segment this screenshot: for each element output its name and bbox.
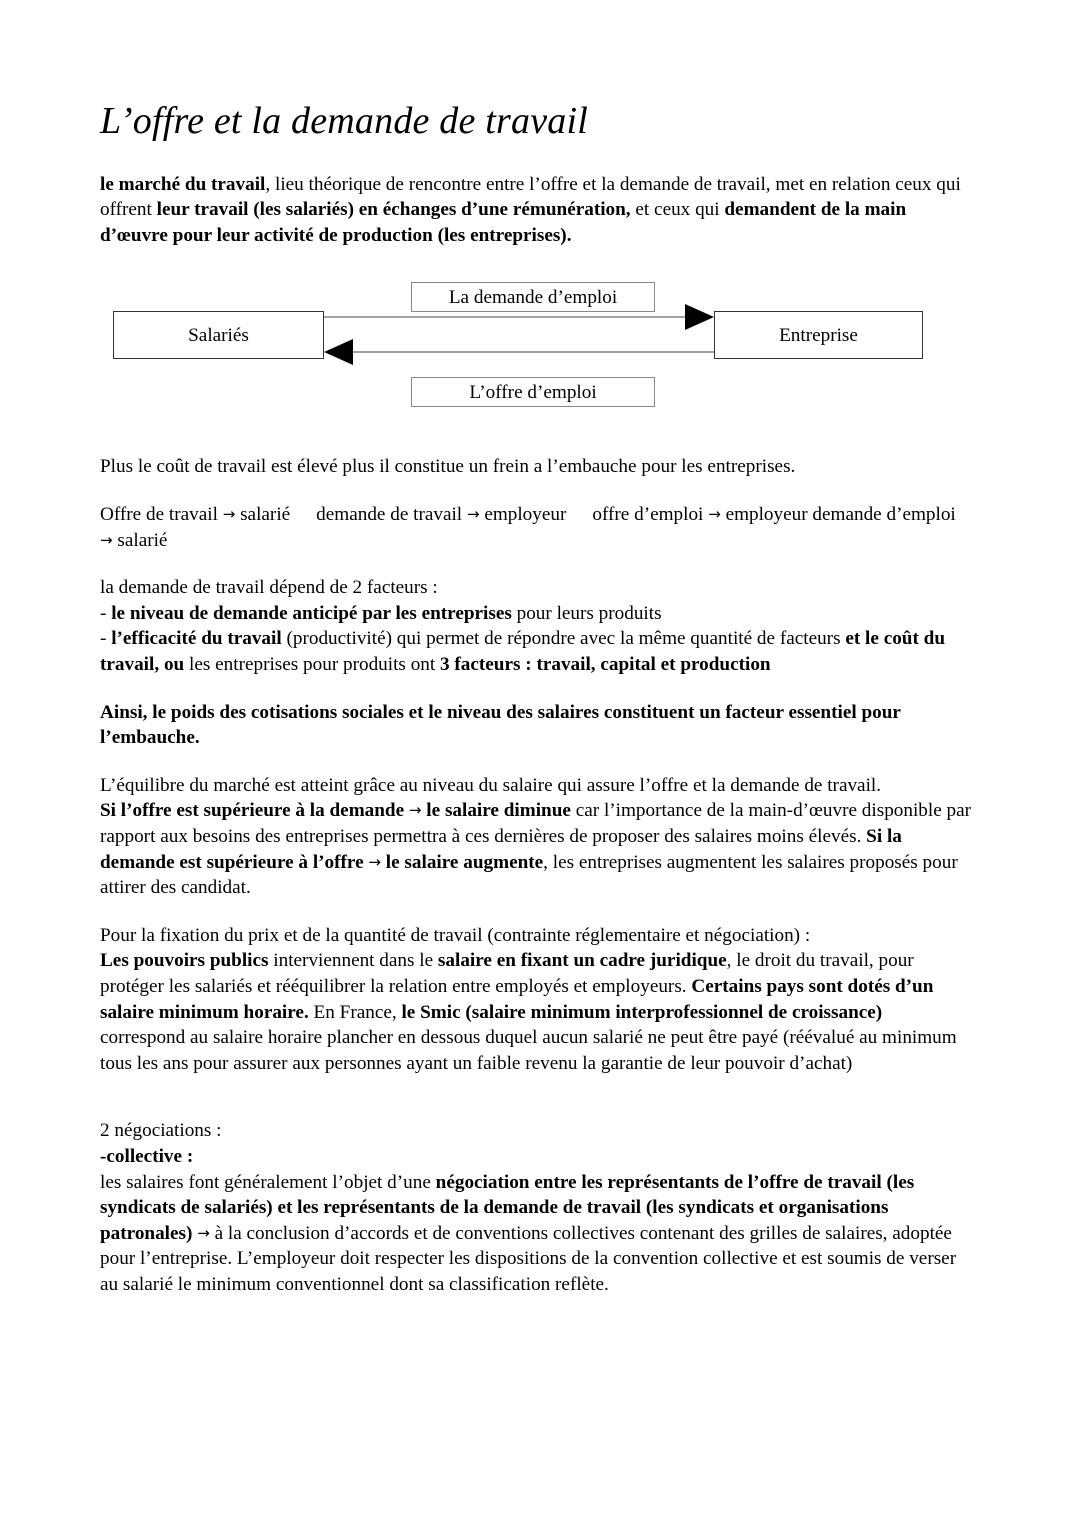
factors-bold-2: l’efficacité du travail — [111, 628, 282, 650]
page-title: L’offre et la demande de travail — [100, 100, 588, 142]
negociations-text-2: à la conclusion d’accords et de conventions collectives contenant des grilles de salaires, adoptée pour l’entreprise. L’employeur doit respecter les dispositions de la convention collective et est soumis de verser au salarié le minimum conventionnel dont sa classification reflète. — [100, 1222, 957, 1295]
equilibre-paragraph-1: L’équilibre du marché est atteint grâce au niveau du salaire qui assure l’offre et la demande de travail. — [100, 774, 882, 796]
equilibre-text-1: car l’importance de la main-d’œuvre disponible par rapport aux besoins des entreprises permettra à ces dernières de proposer des salaires moins élevés. — [100, 800, 972, 847]
mapping-term-4: demande d’emploi — [812, 504, 956, 526]
fixation-bold-3: Certains pays sont dotés d’un salaire minimum horaire. — [100, 975, 934, 1023]
factors-dash-1: - — [100, 602, 112, 624]
fixation-text-4: correspond au salaire horaire plancher en dessous duquel aucun salarié ne peut être payé (réévalué au minimum tous les ans pour assurer aux personnes ayant un faible revenu la garantie de leur pouvoir d’achat) — [100, 1027, 957, 1074]
mapping-term-3: offre d’emploi — [592, 504, 704, 526]
factors-rest-1: pour leurs produits — [511, 602, 662, 624]
negociations-subhead-bold: -collective : — [100, 1145, 194, 1167]
negociations-paragraph — [100, 1170, 972, 1298]
factors-lead: la demande de travail dépend de 2 facteurs : — [100, 577, 438, 599]
fixation-text-1: interviennent dans le — [268, 950, 438, 972]
fixation-lead: Pour la fixation du prix et de la quantité de travail (contrainte réglementaire et négociation) : — [100, 924, 811, 946]
negociations-lead: 2 négociations : — [100, 1120, 222, 1142]
arrow-right-icon: → — [368, 852, 381, 871]
diagram-label-demande-emploi-text: La demande d’emploi — [448, 286, 618, 308]
diagram-label-demande-emploi — [411, 282, 655, 312]
mapping-value-1: salarié — [240, 504, 291, 526]
mapping-value-3: employeur — [725, 504, 808, 526]
negociations-text-1: les salaires font généralement l’objet d’une — [100, 1171, 436, 1193]
factors-bold-2c: 3 facteurs : travail, capital et production — [440, 654, 771, 676]
labor-market-diagram — [113, 282, 993, 412]
intro-bold-2: leur travail (les salariés) en échanges d’une rémunération, — [156, 199, 631, 221]
fixation-bold-1: Les pouvoirs publics — [100, 950, 269, 972]
equilibre-bold-4: le salaire augmente — [385, 851, 544, 873]
fixation-bold-2: salaire en fixant un cadre juridique — [437, 950, 727, 972]
arrow-right-icon: → — [222, 505, 236, 524]
equilibre-bold-2: le salaire diminue — [426, 800, 571, 822]
factors-bold-2b: et le coût du travail, ou — [100, 628, 946, 676]
mapping-value-2: employeur — [484, 504, 567, 526]
fixation-text-2: , le droit du travail, pour protéger les salariés et rééquilibrer la relation entre employés et employeurs. — [100, 950, 914, 997]
equilibre-paragraph-2 — [100, 798, 972, 900]
equilibre-bold-3: Si la demande est supérieure à l’offre — [100, 826, 902, 873]
cost-paragraph: Plus le coût de travail est élevé plus il constitue un frein a l’embauche pour les entreprises. — [100, 456, 796, 478]
arrow-right-icon: → — [100, 530, 113, 549]
intro-paragraph — [100, 172, 972, 249]
fixation-bold-4: le Smic (salaire minimum interprofessionnel de croissance) — [401, 1001, 883, 1023]
intro-text-2: et ceux qui — [630, 199, 725, 221]
ainsi-paragraph — [100, 700, 972, 751]
factors-item-2 — [100, 626, 972, 677]
intro-bold-3: demandent de la main d’œuvre pour leur activité de production (les entreprises). — [100, 199, 907, 246]
arrow-right-icon: → — [466, 505, 480, 524]
arrow-right-icon: → — [408, 801, 422, 820]
diagram-label-offre-emploi — [411, 377, 655, 407]
mapping-term-1: Offre de travail — [100, 504, 218, 526]
mapping-value-4: salarié — [117, 529, 168, 551]
equilibre-bold-1: Si l’offre est supérieure à la demande — [100, 800, 405, 822]
arrow-right-icon: → — [708, 505, 721, 524]
intro-text-1: , lieu théorique de rencontre entre l’offre et la demande de travail, met en relation ceux qui offrent — [100, 173, 961, 221]
factors-bold-1: le niveau de demande anticipé par les entreprises — [111, 602, 512, 624]
factors-mid-2: (productivité) qui permet de répondre avec la même quantité de facteurs — [281, 628, 846, 650]
fixation-text-3: En France, — [308, 1001, 402, 1023]
mapping-paragraph — [100, 502, 972, 553]
equilibre-text-2: , les entreprises augmentent les salaires proposés pour attirer des candidat. — [100, 851, 958, 899]
arrow-right-icon: → — [197, 1223, 210, 1242]
factors-dash-2: - — [100, 628, 112, 650]
ainsi-bold-text: Ainsi, le poids des cotisations sociales et le niveau des salaires constituent un facteur essentiel pour l’embauche. — [100, 701, 901, 749]
fixation-paragraph — [100, 948, 972, 1076]
diagram-node-entreprise-label: Entreprise — [779, 324, 858, 346]
diagram-node-salaries-label: Salariés — [188, 324, 249, 346]
negociations-subhead — [100, 1144, 972, 1170]
diagram-label-offre-emploi-text: L’offre d’emploi — [469, 381, 597, 403]
factors-mid-2b: les entreprises pour produits ont — [184, 654, 441, 676]
intro-bold-1: le marché du travail — [100, 173, 266, 195]
mapping-term-2: demande de travail — [316, 504, 463, 526]
negociations-bold-1: négociation entre les représentants de l’offre de travail (les syndicats de salariés) et les représentants de la demande de travail (les syndicats et organisations patronales) — [100, 1171, 915, 1244]
factors-item-1 — [100, 601, 972, 627]
